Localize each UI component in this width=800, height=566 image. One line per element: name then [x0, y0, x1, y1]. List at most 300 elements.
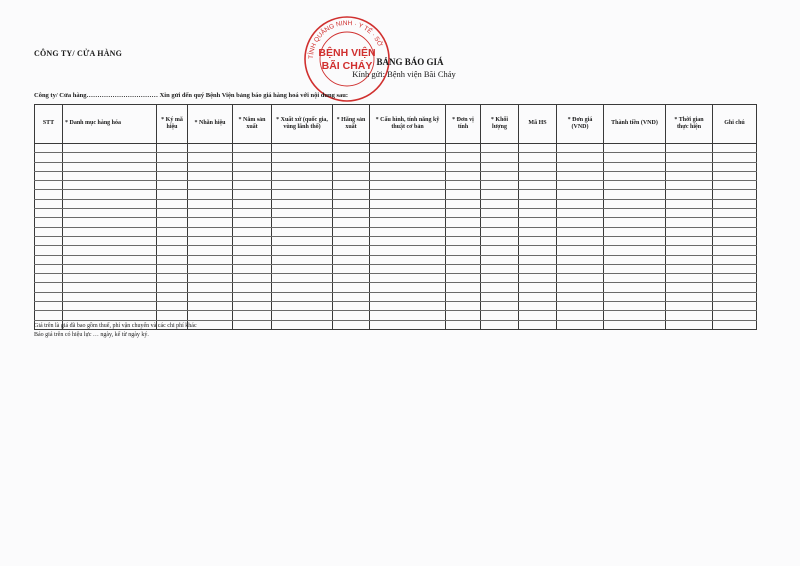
table-cell[interactable] [557, 264, 604, 273]
table-cell[interactable] [446, 274, 481, 283]
table-cell[interactable] [188, 283, 233, 292]
table-cell[interactable] [713, 171, 757, 180]
table-cell[interactable] [35, 209, 63, 218]
table-cell[interactable] [557, 162, 604, 171]
table-cell[interactable] [370, 227, 446, 236]
table-cell[interactable] [666, 283, 713, 292]
table-cell[interactable] [157, 153, 188, 162]
table-cell[interactable] [35, 144, 63, 153]
table-cell[interactable] [272, 274, 333, 283]
table-cell[interactable] [370, 209, 446, 218]
table-cell[interactable] [666, 302, 713, 311]
table-cell[interactable] [557, 246, 604, 255]
table-cell[interactable] [63, 190, 157, 199]
column-header-model-code: * Ký mã hiệu [157, 105, 188, 144]
table-cell[interactable] [233, 274, 272, 283]
stamp-ring-text: TỈNH QUẢNG NINH · Y TẾ · SỞ [307, 19, 384, 60]
table-cell[interactable] [35, 302, 63, 311]
table-cell[interactable] [519, 153, 557, 162]
table-cell[interactable] [446, 264, 481, 273]
table-cell[interactable] [233, 181, 272, 190]
table-cell[interactable] [519, 264, 557, 273]
table-cell[interactable] [157, 144, 188, 153]
table-cell[interactable] [713, 264, 757, 273]
table-cell[interactable] [333, 209, 370, 218]
table-cell[interactable] [272, 181, 333, 190]
table-cell[interactable] [446, 190, 481, 199]
table-cell[interactable] [333, 218, 370, 227]
table-cell[interactable] [63, 227, 157, 236]
table-cell[interactable] [666, 153, 713, 162]
table-cell[interactable] [272, 227, 333, 236]
table-cell[interactable] [370, 199, 446, 208]
table-cell[interactable] [35, 162, 63, 171]
table-cell[interactable] [272, 320, 333, 329]
table-cell[interactable] [157, 199, 188, 208]
table-cell[interactable] [233, 283, 272, 292]
table-cell[interactable] [35, 264, 63, 273]
table-cell[interactable] [604, 171, 666, 180]
table-cell[interactable] [63, 311, 157, 320]
table-cell[interactable] [713, 190, 757, 199]
table-cell[interactable] [35, 227, 63, 236]
table-cell[interactable] [188, 227, 233, 236]
table-cell[interactable] [272, 236, 333, 245]
table-cell[interactable] [272, 264, 333, 273]
table-cell[interactable] [157, 246, 188, 255]
table-cell[interactable] [333, 181, 370, 190]
table-cell[interactable] [157, 292, 188, 301]
table-cell[interactable] [272, 199, 333, 208]
table-cell[interactable] [233, 311, 272, 320]
table-cell[interactable] [446, 171, 481, 180]
table-cell[interactable] [157, 171, 188, 180]
table-cell[interactable] [272, 153, 333, 162]
table-cell[interactable] [446, 246, 481, 255]
table-cell[interactable] [63, 153, 157, 162]
table-cell[interactable] [557, 199, 604, 208]
table-cell[interactable] [446, 283, 481, 292]
table-cell[interactable] [446, 181, 481, 190]
table-cell[interactable] [188, 190, 233, 199]
table-cell[interactable] [666, 162, 713, 171]
table-cell[interactable] [481, 264, 519, 273]
table-cell[interactable] [481, 162, 519, 171]
table-cell[interactable] [370, 181, 446, 190]
table-cell[interactable] [157, 283, 188, 292]
table-cell[interactable] [370, 274, 446, 283]
table-cell[interactable] [188, 246, 233, 255]
table-cell[interactable] [35, 199, 63, 208]
table-cell[interactable] [63, 162, 157, 171]
table-cell[interactable] [666, 227, 713, 236]
table-cell[interactable] [604, 274, 666, 283]
table-cell[interactable] [35, 190, 63, 199]
table-cell[interactable] [272, 209, 333, 218]
table-cell[interactable] [233, 162, 272, 171]
table-cell[interactable] [370, 264, 446, 273]
table-cell[interactable] [604, 190, 666, 199]
table-cell[interactable] [713, 218, 757, 227]
table-cell[interactable] [370, 218, 446, 227]
table-cell[interactable] [370, 302, 446, 311]
table-cell[interactable] [272, 246, 333, 255]
table-cell[interactable] [666, 190, 713, 199]
table-cell[interactable] [519, 283, 557, 292]
table-cell[interactable] [604, 311, 666, 320]
table-cell[interactable] [481, 283, 519, 292]
table-cell[interactable] [713, 311, 757, 320]
table-cell[interactable] [63, 302, 157, 311]
table-cell[interactable] [713, 144, 757, 153]
table-cell[interactable] [557, 236, 604, 245]
table-cell[interactable] [35, 246, 63, 255]
table-cell[interactable] [157, 190, 188, 199]
table-cell[interactable] [557, 181, 604, 190]
table-cell[interactable] [481, 190, 519, 199]
table-cell[interactable] [666, 320, 713, 329]
table-cell[interactable] [666, 171, 713, 180]
table-cell[interactable] [481, 246, 519, 255]
table-cell[interactable] [333, 283, 370, 292]
table-cell[interactable] [481, 199, 519, 208]
table-cell[interactable] [666, 274, 713, 283]
table-cell[interactable] [481, 209, 519, 218]
table-cell[interactable] [370, 171, 446, 180]
table-cell[interactable] [519, 181, 557, 190]
table-cell[interactable] [446, 302, 481, 311]
table-cell[interactable] [604, 153, 666, 162]
table-cell[interactable] [333, 190, 370, 199]
table-cell[interactable] [370, 236, 446, 245]
table-cell[interactable] [713, 283, 757, 292]
table-cell[interactable] [35, 218, 63, 227]
table-cell[interactable] [713, 153, 757, 162]
table-cell[interactable] [481, 292, 519, 301]
table-cell[interactable] [333, 171, 370, 180]
note-validity: Báo giá trên có hiệu lực … ngày, kể từ ngày ký. [34, 332, 149, 338]
table-cell[interactable] [519, 227, 557, 236]
table-cell[interactable] [35, 311, 63, 320]
table-cell[interactable] [666, 246, 713, 255]
table-cell[interactable] [713, 302, 757, 311]
table-cell[interactable] [666, 199, 713, 208]
table-cell[interactable] [370, 283, 446, 292]
table-cell[interactable] [481, 181, 519, 190]
table-cell[interactable] [557, 283, 604, 292]
table-cell[interactable] [519, 302, 557, 311]
table-cell[interactable] [233, 171, 272, 180]
table-cell[interactable] [188, 218, 233, 227]
table-cell[interactable] [157, 236, 188, 245]
table-cell[interactable] [557, 320, 604, 329]
table-cell[interactable] [35, 292, 63, 301]
table-cell[interactable] [333, 144, 370, 153]
table-cell[interactable] [446, 209, 481, 218]
table-cell[interactable] [481, 171, 519, 180]
table-cell[interactable] [157, 181, 188, 190]
table-cell[interactable] [713, 274, 757, 283]
table-cell[interactable] [604, 246, 666, 255]
table-cell[interactable] [157, 209, 188, 218]
table-cell[interactable] [519, 218, 557, 227]
table-cell[interactable] [446, 227, 481, 236]
table-cell[interactable] [713, 181, 757, 190]
table-cell[interactable] [557, 153, 604, 162]
table-cell[interactable] [333, 227, 370, 236]
table-cell[interactable] [188, 144, 233, 153]
table-cell[interactable] [35, 274, 63, 283]
table-cell[interactable] [157, 227, 188, 236]
table-cell[interactable] [713, 199, 757, 208]
table-cell[interactable] [666, 236, 713, 245]
table-cell[interactable] [666, 209, 713, 218]
table-cell[interactable] [35, 153, 63, 162]
table-cell[interactable] [370, 153, 446, 162]
table-cell[interactable] [519, 236, 557, 245]
table-cell[interactable] [519, 199, 557, 208]
table-cell[interactable] [713, 292, 757, 301]
table-cell[interactable] [333, 320, 370, 329]
table-cell[interactable] [557, 292, 604, 301]
table-cell[interactable] [188, 236, 233, 245]
table-cell[interactable] [481, 302, 519, 311]
column-header-hs-code: Mã HS [519, 105, 557, 144]
table-cell[interactable] [519, 209, 557, 218]
table-cell[interactable] [333, 274, 370, 283]
table-cell[interactable] [63, 283, 157, 292]
table-cell[interactable] [333, 199, 370, 208]
table-cell[interactable] [63, 218, 157, 227]
table-cell[interactable] [666, 144, 713, 153]
table-cell[interactable] [519, 274, 557, 283]
table-cell[interactable] [446, 218, 481, 227]
table-cell[interactable] [370, 292, 446, 301]
table-cell[interactable] [333, 311, 370, 320]
table-cell[interactable] [370, 320, 446, 329]
table-cell[interactable] [666, 255, 713, 264]
table-cell[interactable] [333, 292, 370, 301]
table-cell[interactable] [519, 171, 557, 180]
table-cell[interactable] [666, 292, 713, 301]
table-cell[interactable] [519, 292, 557, 301]
table-cell[interactable] [188, 292, 233, 301]
table-cell[interactable] [272, 283, 333, 292]
table-cell[interactable] [233, 227, 272, 236]
table-cell[interactable] [272, 171, 333, 180]
table-cell[interactable] [557, 218, 604, 227]
table-cell[interactable] [272, 144, 333, 153]
table-cell[interactable] [233, 144, 272, 153]
table-cell[interactable] [63, 144, 157, 153]
table-cell[interactable] [370, 190, 446, 199]
table-cell[interactable] [233, 264, 272, 273]
table-cell[interactable] [188, 181, 233, 190]
table-cell[interactable] [370, 144, 446, 153]
table-cell[interactable] [233, 302, 272, 311]
table-cell[interactable] [370, 311, 446, 320]
table-cell[interactable] [557, 171, 604, 180]
table-cell[interactable] [604, 255, 666, 264]
table-cell[interactable] [604, 320, 666, 329]
table-cell[interactable] [446, 144, 481, 153]
table-cell[interactable] [63, 264, 157, 273]
table-cell[interactable] [604, 209, 666, 218]
table-cell[interactable] [188, 209, 233, 218]
table-cell[interactable] [35, 171, 63, 180]
table-cell[interactable] [557, 255, 604, 264]
table-cell[interactable] [157, 218, 188, 227]
table-cell[interactable] [233, 209, 272, 218]
table-cell[interactable] [519, 246, 557, 255]
table-cell[interactable] [333, 162, 370, 171]
table-cell[interactable] [233, 255, 272, 264]
table-cell[interactable] [35, 283, 63, 292]
table-cell[interactable] [188, 302, 233, 311]
table-cell[interactable] [666, 218, 713, 227]
table-cell[interactable] [557, 302, 604, 311]
table-cell[interactable] [157, 264, 188, 273]
table-cell[interactable] [157, 311, 188, 320]
table-cell[interactable] [333, 246, 370, 255]
table-cell[interactable] [446, 199, 481, 208]
table-cell[interactable] [272, 292, 333, 301]
table-cell[interactable] [666, 311, 713, 320]
table-cell[interactable] [370, 162, 446, 171]
table-cell[interactable] [233, 292, 272, 301]
table-cell[interactable] [604, 264, 666, 273]
table-cell[interactable] [188, 162, 233, 171]
table-cell[interactable] [233, 246, 272, 255]
table-cell[interactable] [446, 255, 481, 264]
table-cell[interactable] [713, 209, 757, 218]
table-cell[interactable] [188, 311, 233, 320]
table-cell[interactable] [35, 255, 63, 264]
table-cell[interactable] [713, 320, 757, 329]
table-cell[interactable] [519, 144, 557, 153]
table-cell[interactable] [557, 227, 604, 236]
table-cell[interactable] [333, 153, 370, 162]
table-cell[interactable] [604, 283, 666, 292]
table-cell[interactable] [481, 320, 519, 329]
table-cell[interactable] [272, 162, 333, 171]
table-cell[interactable] [63, 274, 157, 283]
table-cell[interactable] [272, 302, 333, 311]
table-cell[interactable] [157, 302, 188, 311]
table-cell[interactable] [63, 209, 157, 218]
table-cell[interactable] [519, 162, 557, 171]
table-cell[interactable] [519, 311, 557, 320]
table-cell[interactable] [188, 153, 233, 162]
table-cell[interactable] [666, 181, 713, 190]
table-cell[interactable] [333, 255, 370, 264]
table-cell[interactable] [481, 144, 519, 153]
table-cell[interactable] [63, 255, 157, 264]
table-cell[interactable] [604, 227, 666, 236]
table-cell[interactable] [63, 236, 157, 245]
table-cell[interactable] [157, 162, 188, 171]
table-cell[interactable] [35, 236, 63, 245]
table-cell[interactable] [446, 320, 481, 329]
table-cell[interactable] [63, 246, 157, 255]
table-cell[interactable] [272, 311, 333, 320]
table-cell[interactable] [604, 199, 666, 208]
table-cell[interactable] [604, 302, 666, 311]
table-cell[interactable] [604, 236, 666, 245]
table-cell[interactable] [370, 246, 446, 255]
table-cell[interactable] [557, 209, 604, 218]
table-cell[interactable] [233, 153, 272, 162]
table-cell[interactable] [557, 311, 604, 320]
table-cell[interactable] [604, 292, 666, 301]
table-cell[interactable] [481, 153, 519, 162]
table-cell[interactable] [519, 255, 557, 264]
table-cell[interactable] [713, 246, 757, 255]
table-cell[interactable] [188, 171, 233, 180]
table-cell[interactable] [557, 190, 604, 199]
table-cell[interactable] [519, 320, 557, 329]
table-cell[interactable] [666, 264, 713, 273]
table-cell[interactable] [481, 236, 519, 245]
table-cell[interactable] [63, 171, 157, 180]
table-cell[interactable] [481, 227, 519, 236]
table-cell[interactable] [272, 255, 333, 264]
table-cell[interactable] [188, 264, 233, 273]
table-cell[interactable] [333, 264, 370, 273]
table-cell[interactable] [481, 274, 519, 283]
table-cell[interactable] [370, 255, 446, 264]
table-cell[interactable] [519, 190, 557, 199]
table-cell[interactable] [446, 311, 481, 320]
table-cell[interactable] [272, 218, 333, 227]
table-cell[interactable] [446, 162, 481, 171]
table-cell[interactable] [446, 153, 481, 162]
table-cell[interactable] [557, 144, 604, 153]
table-cell[interactable] [604, 218, 666, 227]
table-cell[interactable] [557, 274, 604, 283]
table-cell[interactable] [233, 199, 272, 208]
table-cell[interactable] [604, 162, 666, 171]
table-cell[interactable] [713, 236, 757, 245]
table-cell[interactable] [35, 181, 63, 190]
table-cell[interactable] [233, 190, 272, 199]
table-cell[interactable] [333, 236, 370, 245]
table-cell[interactable] [63, 199, 157, 208]
table-cell[interactable] [481, 255, 519, 264]
table-cell[interactable] [446, 292, 481, 301]
table-cell[interactable] [272, 190, 333, 199]
table-cell[interactable] [481, 218, 519, 227]
table-cell[interactable] [188, 255, 233, 264]
table-cell[interactable] [63, 181, 157, 190]
table-cell[interactable] [233, 320, 272, 329]
table-cell[interactable] [481, 311, 519, 320]
table-cell[interactable] [63, 292, 157, 301]
table-cell[interactable] [713, 227, 757, 236]
table-cell[interactable] [446, 236, 481, 245]
table-cell[interactable] [157, 255, 188, 264]
table-cell[interactable] [188, 199, 233, 208]
table-cell[interactable] [233, 236, 272, 245]
table-cell[interactable] [713, 162, 757, 171]
table-cell[interactable] [713, 255, 757, 264]
table-cell[interactable] [333, 302, 370, 311]
table-cell[interactable] [233, 218, 272, 227]
table-cell[interactable] [604, 181, 666, 190]
table-cell[interactable] [604, 144, 666, 153]
table-cell[interactable] [188, 274, 233, 283]
table-cell[interactable] [157, 274, 188, 283]
